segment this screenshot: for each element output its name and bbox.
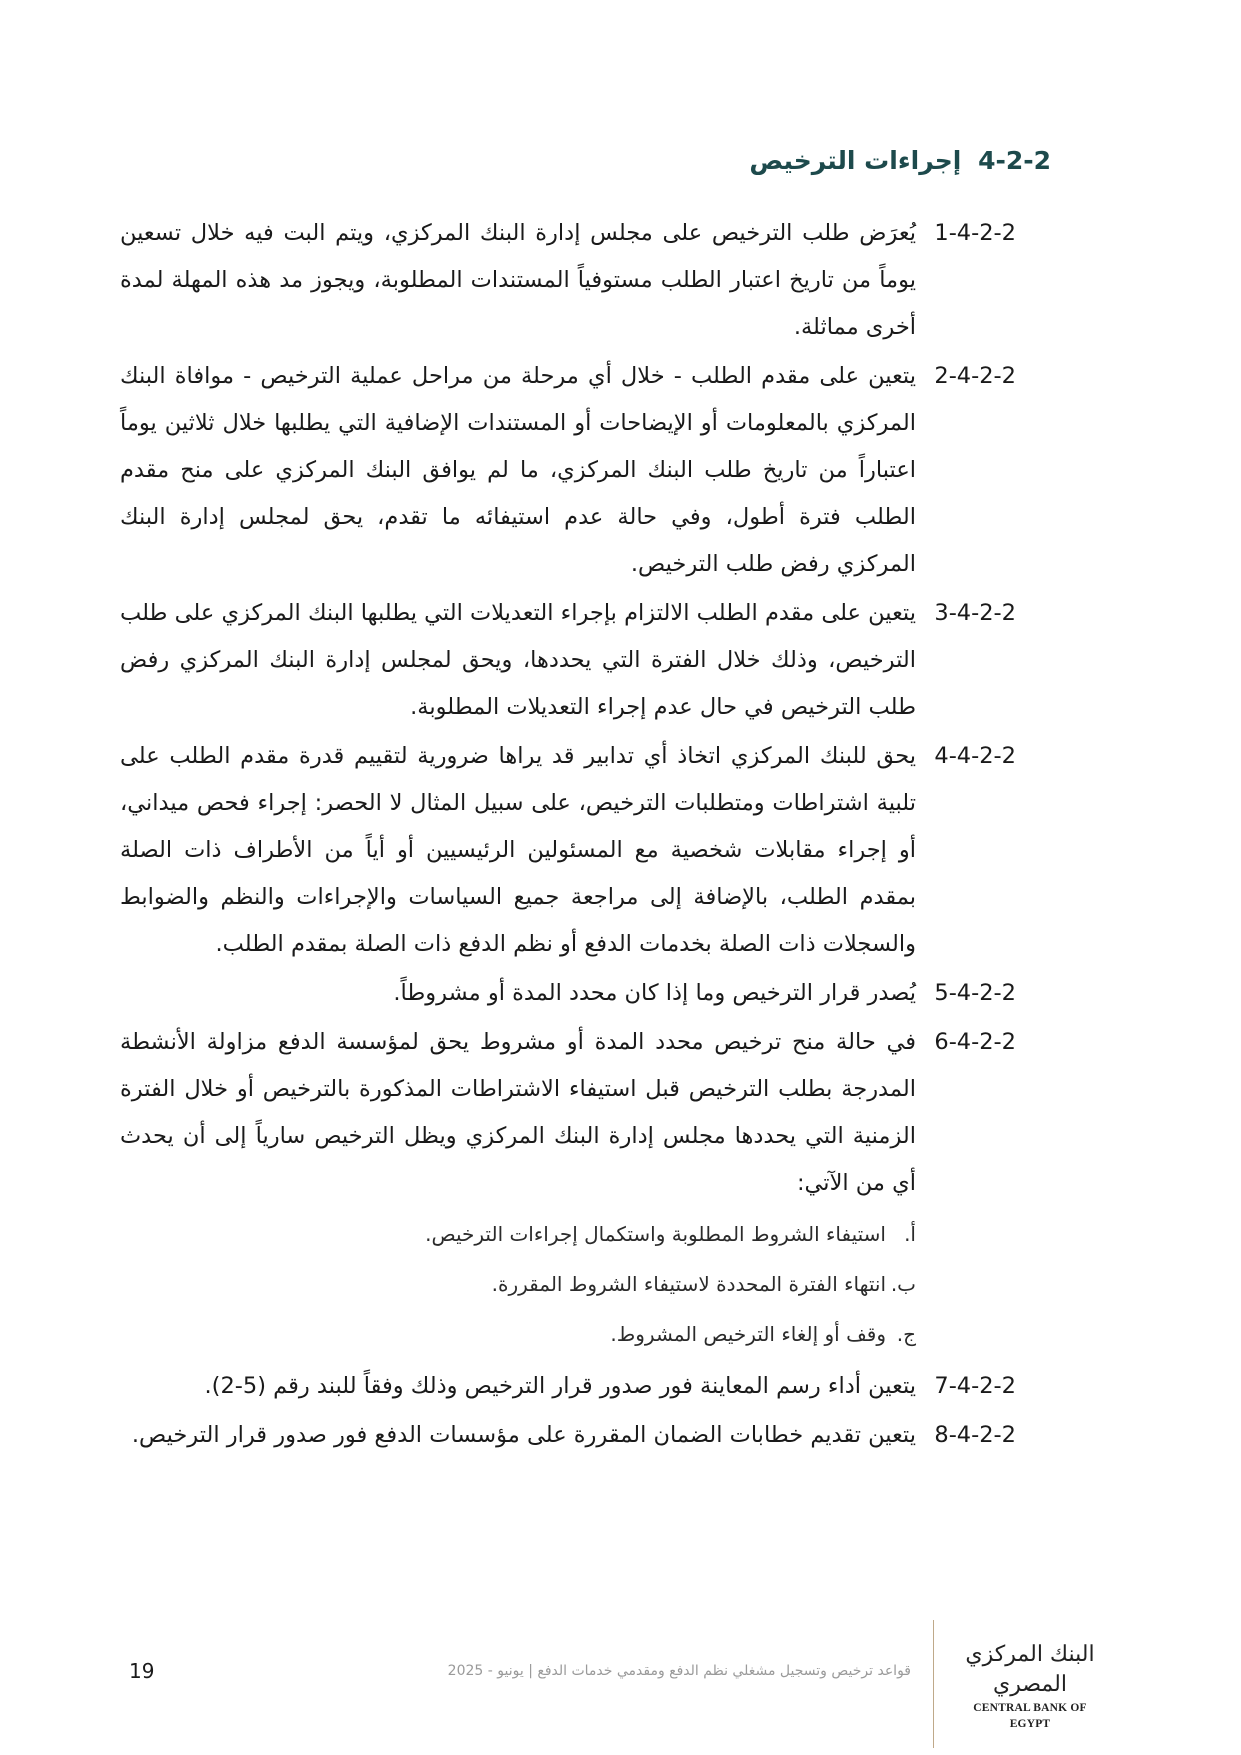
condition-marker: ج. (896, 1322, 916, 1346)
logo-arabic-text: البنك المركزي المصري (965, 1642, 1095, 1697)
condition-text: انتهاء الفترة المحددة لاستيفاء الشروط المقررة. (491, 1272, 886, 1296)
condition-text: استيفاء الشروط المطلوبة واستكمال إجراءات الترخيص. (425, 1222, 886, 1246)
clause-number: 2-4-2-2 (934, 363, 1016, 389)
condition-item (120, 1209, 1016, 1259)
conditions-list (120, 1209, 1016, 1359)
condition-marker: ب. (890, 1272, 916, 1296)
clause-item (120, 733, 1016, 968)
central-bank-logo (955, 1640, 1105, 1730)
clause-number: 1-4-2-2 (934, 220, 1016, 246)
clause-text: يتعين على مقدم الطلب - خلال أي مرحلة من مراحل عملية الترخيص - موافاة البنك المركزي بالمعلومات أو الإيضاحات أو المستندات الإضافية التي يطلبها خلال ثلاثين يوماً اعتباراً من تاريخ طلب البنك المركزي، ما لم يوافق البنك المركزي على منح مقدم الطلب فترة أطول، وفي حالة عدم استيفائه ما تقدم، يحق لمجلس إدارة البنك المركزي رفض طلب الترخيص. (120, 363, 916, 577)
clause-number: 5-4-2-2 (934, 980, 1016, 1006)
clause-number: 8-4-2-2 (934, 1422, 1016, 1448)
page-number: 19 (129, 1659, 155, 1683)
clause-number: 4-4-2-2 (934, 743, 1016, 769)
condition-item (120, 1259, 1016, 1309)
logo-english-text: CENTRAL BANK OF EGYPT (973, 1702, 1087, 1730)
condition-marker: أ. (904, 1222, 916, 1246)
clause-item (120, 970, 1016, 1017)
footer-document-title: قواعد ترخيص وتسجيل مشغلي نظم الدفع ومقدمي خدمات الدفع | يونيو - 2025 (447, 1663, 911, 1679)
clause-item (120, 210, 1016, 351)
clause-number: 7-4-2-2 (934, 1373, 1016, 1399)
clause-number: 6-4-2-2 (934, 1029, 1016, 1055)
clause-item (120, 590, 1016, 731)
clause-text: يتعين تقديم خطابات الضمان المقررة على مؤسسات الدفع فور صدور قرار الترخيص. (131, 1422, 916, 1448)
clause-text: يُعرَض طلب الترخيص على مجلس إدارة البنك المركزي، ويتم البت فيه خلال تسعين يوماً من تاريخ اعتبار الطلب مستوفياً المستندات المطلوبة، ويجوز مد هذه المهلة لمدة أخرى مماثلة. (120, 220, 916, 340)
condition-text: وقف أو إلغاء الترخيص المشروط. (610, 1322, 886, 1346)
section-heading (749, 146, 1051, 175)
clause-number: 3-4-2-2 (934, 600, 1016, 626)
clause-text: يتعين على مقدم الطلب الالتزام بإجراء التعديلات التي يطلبها البنك المركزي على طلب الترخيص، وذلك خلال الفترة التي يحددها، ويحق لمجلس إدارة البنك المركزي رفض طلب الترخيص في حال عدم إجراء التعديلات المطلوبة. (120, 600, 916, 720)
section-number: 4-2-2 (978, 146, 1051, 175)
clauses-list (120, 210, 1016, 1461)
clause-item (120, 1363, 1016, 1410)
clause-item (120, 1019, 1016, 1207)
footer-divider (933, 1620, 934, 1748)
clause-item (120, 353, 1016, 588)
condition-item (120, 1309, 1016, 1359)
clause-text: في حالة منح ترخيص محدد المدة أو مشروط يحق لمؤسسة الدفع مزاولة الأنشطة المدرجة بطلب الترخيص قبل استيفاء الاشتراطات المذكورة بالترخيص أو خلال الفترة الزمنية التي يحددها مجلس إدارة البنك المركزي ويظل الترخيص سارياً إلى أن يحدث أي من الآتي: (120, 1029, 916, 1196)
clause-text: يُصدر قرار الترخيص وما إذا كان محدد المدة أو مشروطاً. (393, 980, 916, 1006)
clause-item (120, 1412, 1016, 1459)
clause-text: يتعين أداء رسم المعاينة فور صدور قرار الترخيص وذلك وفقاً للبند رقم (5-2). (204, 1373, 916, 1399)
section-title: إجراءات الترخيص (749, 146, 962, 175)
clause-text: يحق للبنك المركزي اتخاذ أي تدابير قد يراها ضرورية لتقييم قدرة مقدم الطلب على تلبية اشتراطات ومتطلبات الترخيص، على سبيل المثال لا الحصر: إجراء فحص ميداني، أو إجراء مقابلات شخصية مع المسئولين الرئيسيين أو أياً من الأطراف ذات الصلة بمقدم الطلب، بالإضافة إلى مراجعة جميع السياسات والإجراءات والنظم والضوابط والسجلات ذات الصلة بخدمات الدفع أو نظم الدفع ذات الصلة بمقدم الطلب. (120, 743, 916, 957)
